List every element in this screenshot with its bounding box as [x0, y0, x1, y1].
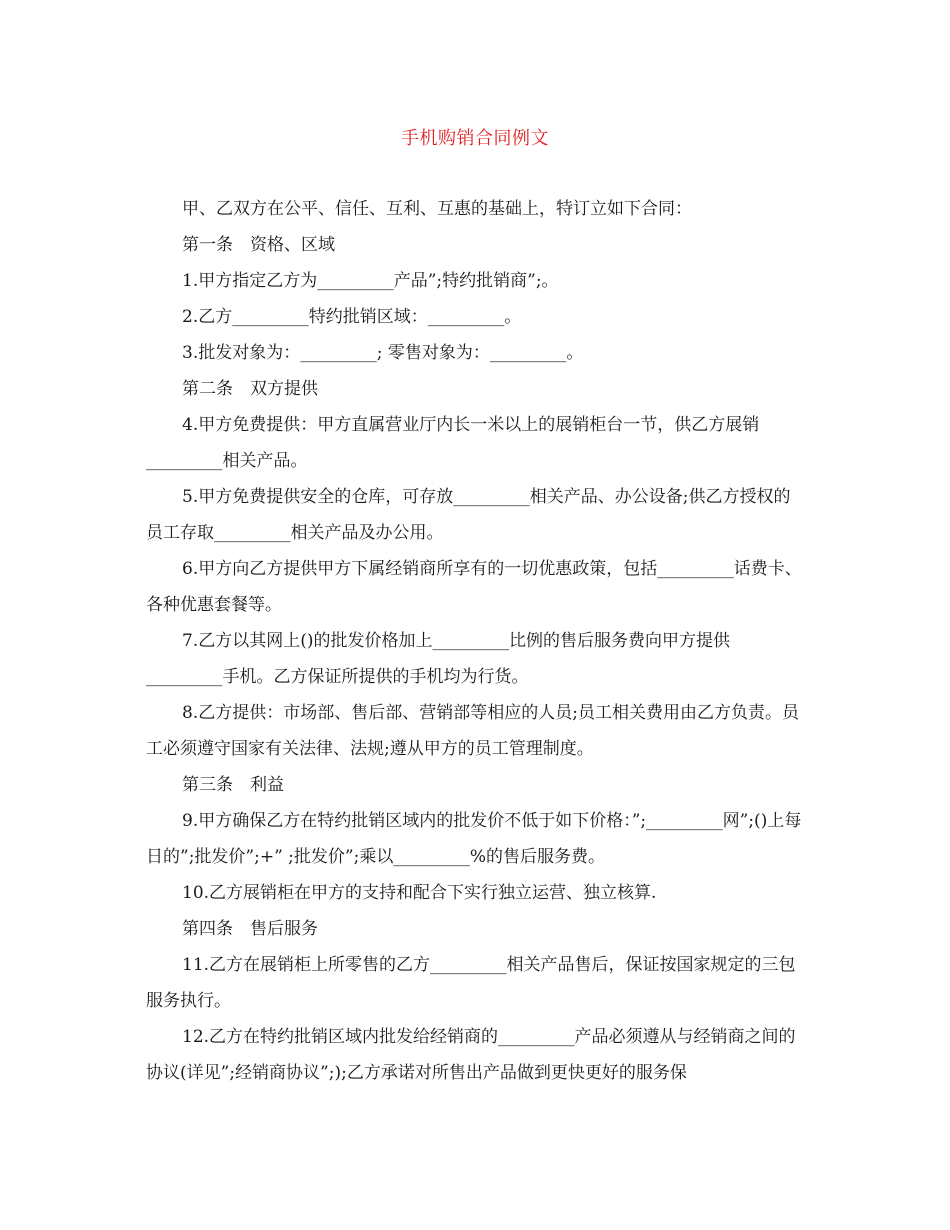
clause-11: 11.乙方在展销柜上所零售的乙方_________相关产品售后，保证按国家规定的三包服务执行。: [146, 955, 796, 1011]
clause-3: 3.批发对象为：_________; 零售对象为：_________。: [182, 343, 584, 363]
clause-2: 2.乙方_________特约批销区域：_________。: [182, 307, 522, 327]
preamble-paragraph: 甲、乙双方在公平、信任、互利、互惠的基础上，特订立如下合同：: [182, 199, 692, 219]
document-body: [146, 191, 806, 1091]
clause-9: 9.甲方确保乙方在特约批销区域内的批发价不低于如下价格：”;_________网”;()上每日的”;批发价”;+” ;批发价”;乘以_________%的售后服务费。: [146, 811, 802, 867]
clause-8: 8.乙方提供：市场部、售后部、营销部等相应的人员;员工相关费用由乙方负责。员工必须遵守国家有关法律、法规;遵从甲方的员工管理制度。: [146, 703, 799, 759]
clause-10: 10.乙方展销柜在甲方的支持和配合下实行独立运营、独立核算.: [182, 883, 657, 903]
clause-4: 4.甲方免费提供：甲方直属营业厅内长一米以上的展销柜台一节，供乙方展销_________相关产品。: [146, 415, 760, 471]
clause-1: 1.甲方指定乙方为_________产品”;特约批销商”;。: [182, 271, 559, 291]
clause-7: 7.乙方以其网上()的批发价格加上_________比例的售后服务费向甲方提供_________手机。乙方保证所提供的手机均为行货。: [146, 631, 730, 687]
article-heading-4: 第四条 售后服务: [182, 919, 318, 939]
article-heading-3: 第三条 利益: [182, 775, 284, 795]
clause-12: 12.乙方在特约批销区域内批发给经销商的_________产品必须遵从与经销商之间的协议(详见”;经销商协议”;);乙方承诺对所售出产品做到更快更好的服务保: [146, 1027, 796, 1083]
clause-6: 6.甲方向乙方提供甲方下属经销商所享有的一切优惠政策，包括_________话费卡、各种优惠套餐等。: [146, 559, 802, 615]
article-heading-1: 第一条 资格、区域: [182, 235, 335, 255]
document-title: 手机购销合同例文: [401, 128, 549, 149]
clause-5: 5.甲方免费提供安全的仓库，可存放_________相关产品、办公设备;供乙方授权的员工存取_________相关产品及办公用。: [146, 487, 791, 543]
article-heading-2: 第二条 双方提供: [182, 379, 318, 399]
